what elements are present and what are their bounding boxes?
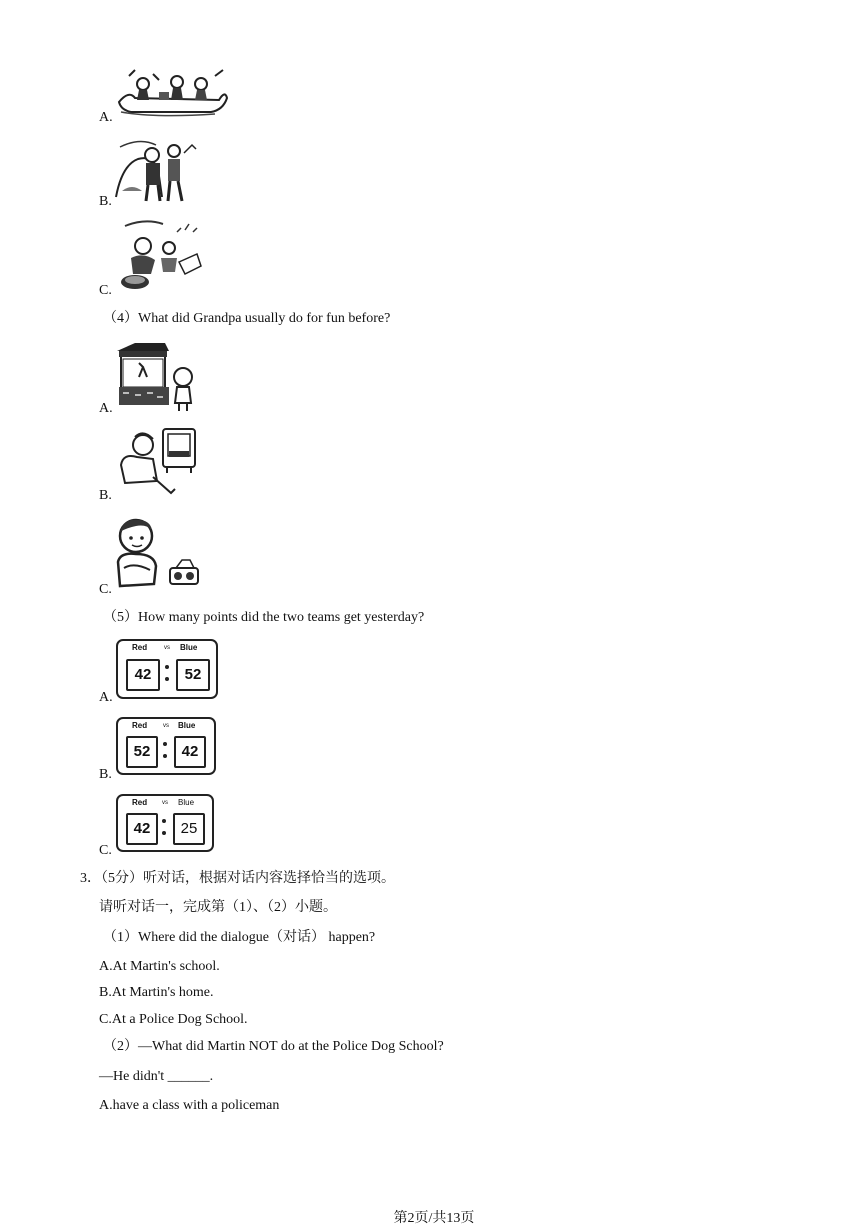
scoreboard-a — [116, 639, 218, 699]
option-label-c: C. — [99, 283, 112, 298]
option-label-a: A. — [99, 401, 113, 416]
q3-sub1-question: （1）Where did the dialogue（对话） happen? — [103, 930, 376, 945]
climbing-mountain-picture — [112, 135, 202, 205]
scoreboard-c — [116, 794, 214, 852]
vs-label: vs — [162, 800, 168, 806]
q3-instruction: 请听对话一，完成第（1）、（2）小题。 — [99, 900, 337, 915]
vs-label: vs — [164, 645, 170, 651]
option-label-b: B. — [99, 488, 112, 503]
q3-sub1-option-b: B.At Martin's home. — [99, 985, 214, 1000]
q3-sub1-option-a: A.At Martin's school. — [99, 959, 220, 974]
q3-sub2-question: （2）—What did Martin NOT do at the Police Dog School? — [103, 1039, 444, 1054]
q3-sub2-option-a: A.have a class with a policeman — [99, 1098, 280, 1113]
vs-label: vs — [163, 723, 169, 729]
watching-opera-picture — [113, 337, 203, 412]
q4-question: （4）What did Grandpa usually do for fun before? — [103, 311, 391, 326]
page-number: 第2页/共13页 — [393, 1211, 475, 1226]
watching-tv-picture — [113, 425, 203, 500]
red-label: Red — [132, 721, 148, 730]
scoreboard-b — [116, 717, 216, 775]
q3-sub1-option-c: C.At a Police Dog School. — [99, 1012, 248, 1027]
red-score: 42 — [126, 659, 160, 691]
blue-label: Blue — [180, 643, 198, 652]
q5-question: （5）How many points did the two teams get yesterday? — [103, 610, 425, 625]
red-label: Red — [132, 798, 148, 807]
q3-sub2-prompt: —He didn't ______. — [99, 1069, 214, 1084]
listening-radio-picture — [110, 512, 205, 592]
red-score: 52 — [126, 736, 158, 768]
red-score: 42 — [126, 813, 158, 845]
option-label-c: C. — [99, 582, 112, 597]
blue-score: 52 — [176, 659, 210, 691]
option-label-b: B. — [99, 194, 112, 209]
option-label-a: A. — [99, 690, 113, 705]
option-label-c: C. — [99, 843, 112, 858]
q3-heading: 3．（5分）听对话，根据对话内容选择恰当的选项。 — [80, 871, 395, 886]
making-food-picture — [115, 218, 210, 293]
blue-label: Blue — [178, 798, 195, 807]
option-label-a: A. — [99, 110, 113, 125]
dragon-boat-picture — [115, 68, 230, 120]
blue-score: 42 — [174, 736, 206, 768]
red-label: Red — [132, 643, 148, 652]
blue-label: Blue — [178, 721, 196, 730]
blue-score: 25 — [173, 813, 205, 845]
option-label-b: B. — [99, 767, 112, 782]
